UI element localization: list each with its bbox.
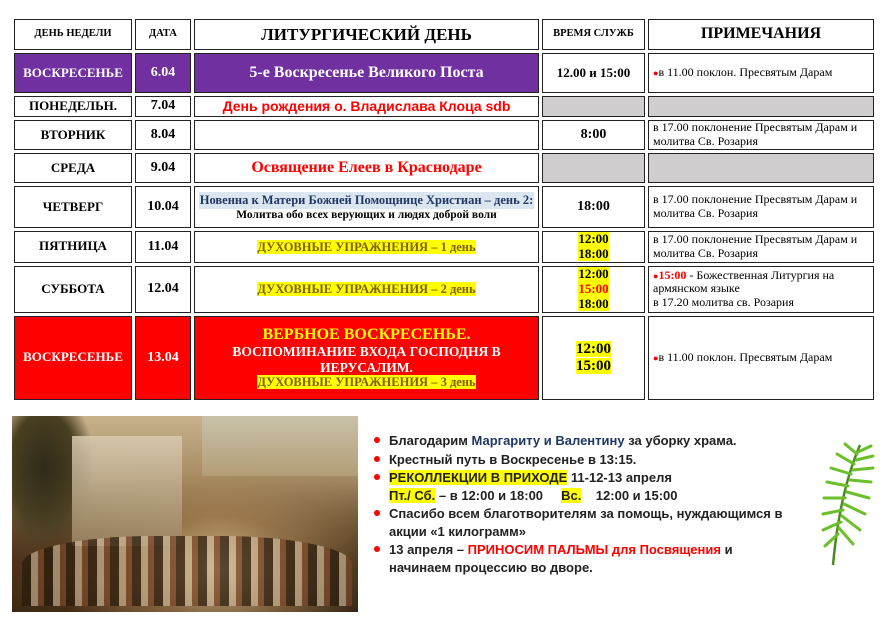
row-day: СУББОТА bbox=[14, 266, 132, 313]
table-row bbox=[14, 316, 874, 400]
palm-leaf-icon bbox=[815, 440, 875, 570]
row-note: в 17.00 поклонение Пресвятым Дарам и молитва Св. Розария bbox=[648, 231, 874, 263]
novena-subtitle: Молитва обо всех верующих и людях доброй воли bbox=[236, 208, 497, 221]
note-time: 15:00 bbox=[658, 267, 687, 282]
row-date: 12.04 bbox=[135, 266, 191, 313]
note-highlight: Вс. bbox=[561, 487, 582, 503]
table-row bbox=[14, 153, 874, 183]
row-date: 9.04 bbox=[135, 153, 191, 183]
note-text: – в 12:00 и 18:00 bbox=[435, 487, 544, 503]
table-row bbox=[14, 96, 874, 117]
row-day: СРЕДА bbox=[14, 153, 132, 183]
note-text: 11-12-13 апреля bbox=[567, 470, 672, 486]
row-note-text: в 11.00 поклон. Пресвятым Дарам bbox=[658, 349, 833, 364]
list-item bbox=[372, 451, 792, 469]
note-liturgy: - Божественная Литургия на армянском языке bbox=[653, 267, 835, 296]
row-time: 8:00 bbox=[542, 120, 645, 150]
row-note-empty bbox=[648, 153, 874, 183]
row-note: в 17.00 поклонение Пресвятым Дарам и молитва Св. Розария bbox=[648, 186, 874, 228]
painting-wall bbox=[72, 436, 182, 546]
red-dot-icon: ● bbox=[653, 68, 659, 79]
row-event-empty bbox=[194, 120, 539, 150]
note-highlight: РЕКОЛЛЕКЦИИ В ПРИХОДЕ bbox=[389, 470, 568, 486]
row-times bbox=[542, 316, 645, 400]
row-note bbox=[648, 316, 874, 400]
note-text: Спасибо всем благотворителям за помощь, нуждающимся в акции «1 килограмм» bbox=[389, 506, 783, 539]
novena-title: Новенна к Матери Божней Помощнице Христиан – день 2: bbox=[199, 193, 534, 208]
row-note bbox=[648, 53, 874, 93]
row-event: День рождения о. Владислава Клоца sdb bbox=[194, 96, 539, 117]
note-rosary: в 17.20 молитва св. Розария bbox=[653, 295, 794, 310]
row-time-empty bbox=[542, 96, 645, 117]
row-date: 13.04 bbox=[135, 316, 191, 400]
table-row bbox=[14, 266, 874, 313]
row-date: 10.04 bbox=[135, 186, 191, 228]
painting-sky bbox=[202, 416, 358, 476]
red-dot-icon: ● bbox=[653, 270, 659, 281]
row-day: ПЯТНИЦА bbox=[14, 231, 132, 263]
row-day: ВОСКРЕСЕНЬЕ bbox=[14, 316, 132, 400]
row-date: 8.04 bbox=[135, 120, 191, 150]
time-1: 12:00 bbox=[576, 340, 611, 357]
retreat-label: ДУХОВНЫЕ УПРАЖНЕНИЯ – 2 день bbox=[257, 282, 476, 297]
red-dot-icon bbox=[374, 456, 380, 462]
row-event: 5-е Воскресенье Великого Поста bbox=[194, 53, 539, 93]
time-1: 12:00 bbox=[578, 265, 609, 281]
list-item bbox=[372, 505, 792, 540]
note-text: 12:00 и 15:00 bbox=[595, 487, 678, 503]
table-row bbox=[14, 231, 874, 263]
row-time: 12.00 и 15:00 bbox=[542, 53, 645, 93]
row-event: Освящение Елеев в Краснодаре bbox=[194, 153, 539, 183]
header-service-time: ВРЕМЯ СЛУЖБ bbox=[542, 19, 645, 50]
row-day: ВОСКРЕСЕНЬЕ bbox=[14, 53, 132, 93]
palm-sunday-painting bbox=[12, 416, 358, 612]
note-text: за уборку храма. bbox=[624, 433, 737, 448]
row-times bbox=[542, 266, 645, 313]
note-names: Маргариту и Валентину bbox=[471, 433, 625, 448]
row-event bbox=[194, 266, 539, 313]
painting-crowd bbox=[22, 536, 352, 606]
note-red: для Посвящения bbox=[608, 542, 721, 558]
row-note-empty bbox=[648, 96, 874, 117]
time-2: 18:00 bbox=[578, 245, 609, 261]
table-row bbox=[14, 53, 874, 93]
red-dot-icon: ● bbox=[653, 352, 659, 363]
red-dot-icon bbox=[374, 437, 380, 443]
header-date: ДАТА bbox=[135, 19, 191, 50]
retreat-label: ДУХОВНЫЕ УПРАЖНЕНИЯ – 3 день bbox=[257, 375, 476, 390]
red-dot-icon bbox=[374, 510, 380, 516]
note-text: и начинаем процессию во дворе. bbox=[389, 542, 733, 575]
header-liturgical-day: ЛИТУРГИЧЕСКИЙ ДЕНЬ bbox=[194, 19, 539, 50]
note-highlight: Пт./ Сб. bbox=[389, 487, 436, 503]
list-item bbox=[372, 432, 792, 450]
note-text: Благодарим bbox=[389, 433, 472, 448]
row-event bbox=[194, 231, 539, 263]
header-row bbox=[14, 19, 874, 50]
row-date: 6.04 bbox=[135, 53, 191, 93]
palm-sunday-subtitle: ВОСПОМИНАНИЕ ВХОДА ГОСПОДНЯ В ИЕРУСАЛИМ. bbox=[232, 344, 501, 375]
row-event bbox=[194, 186, 539, 228]
table-row bbox=[14, 120, 874, 150]
row-time-empty bbox=[542, 153, 645, 183]
time-2: 15:00 bbox=[576, 357, 611, 374]
time-1: 12:00 bbox=[578, 231, 609, 246]
row-day: ВТОРНИК bbox=[14, 120, 132, 150]
row-note-text: в 11.00 поклон. Пресвятым Дарам bbox=[658, 65, 833, 80]
table-row bbox=[14, 186, 874, 228]
red-dot-icon bbox=[374, 546, 380, 552]
row-day: ЧЕТВЕРГ bbox=[14, 186, 132, 228]
note-text: Крестный путь в Воскресенье в 13:15. bbox=[389, 451, 637, 467]
note-red: ПРИНОСИМ ПАЛЬМЫ bbox=[467, 542, 609, 558]
list-item bbox=[372, 541, 792, 576]
row-date: 11.04 bbox=[135, 231, 191, 263]
header-weekday: ДЕНЬ НЕДЕЛИ bbox=[14, 19, 132, 50]
time-2: 15:00 bbox=[578, 280, 609, 296]
row-event bbox=[194, 316, 539, 400]
row-date: 7.04 bbox=[135, 96, 191, 117]
red-dot-icon bbox=[374, 474, 380, 480]
note-text: 13 апреля – bbox=[389, 542, 468, 558]
time-3: 18:00 bbox=[578, 295, 609, 311]
row-note: в 17.00 поклонение Пресвятым Дарам и молитва Св. Розария bbox=[648, 120, 874, 150]
row-day: ПОНЕДЕЛЬН. bbox=[14, 96, 132, 117]
list-item bbox=[372, 469, 792, 504]
schedule-table bbox=[11, 16, 877, 403]
row-times bbox=[542, 231, 645, 263]
palm-sunday-title: ВЕРБНОЕ ВОСКРЕСЕНЬЕ. bbox=[262, 325, 471, 343]
header-notes: ПРИМЕЧАНИЯ bbox=[648, 19, 874, 50]
retreat-label: ДУХОВНЫЕ УПРАЖНЕНИЯ – 1 день bbox=[257, 239, 476, 254]
row-time: 18:00 bbox=[542, 186, 645, 228]
announcements-list bbox=[372, 432, 792, 577]
row-note bbox=[648, 266, 874, 313]
